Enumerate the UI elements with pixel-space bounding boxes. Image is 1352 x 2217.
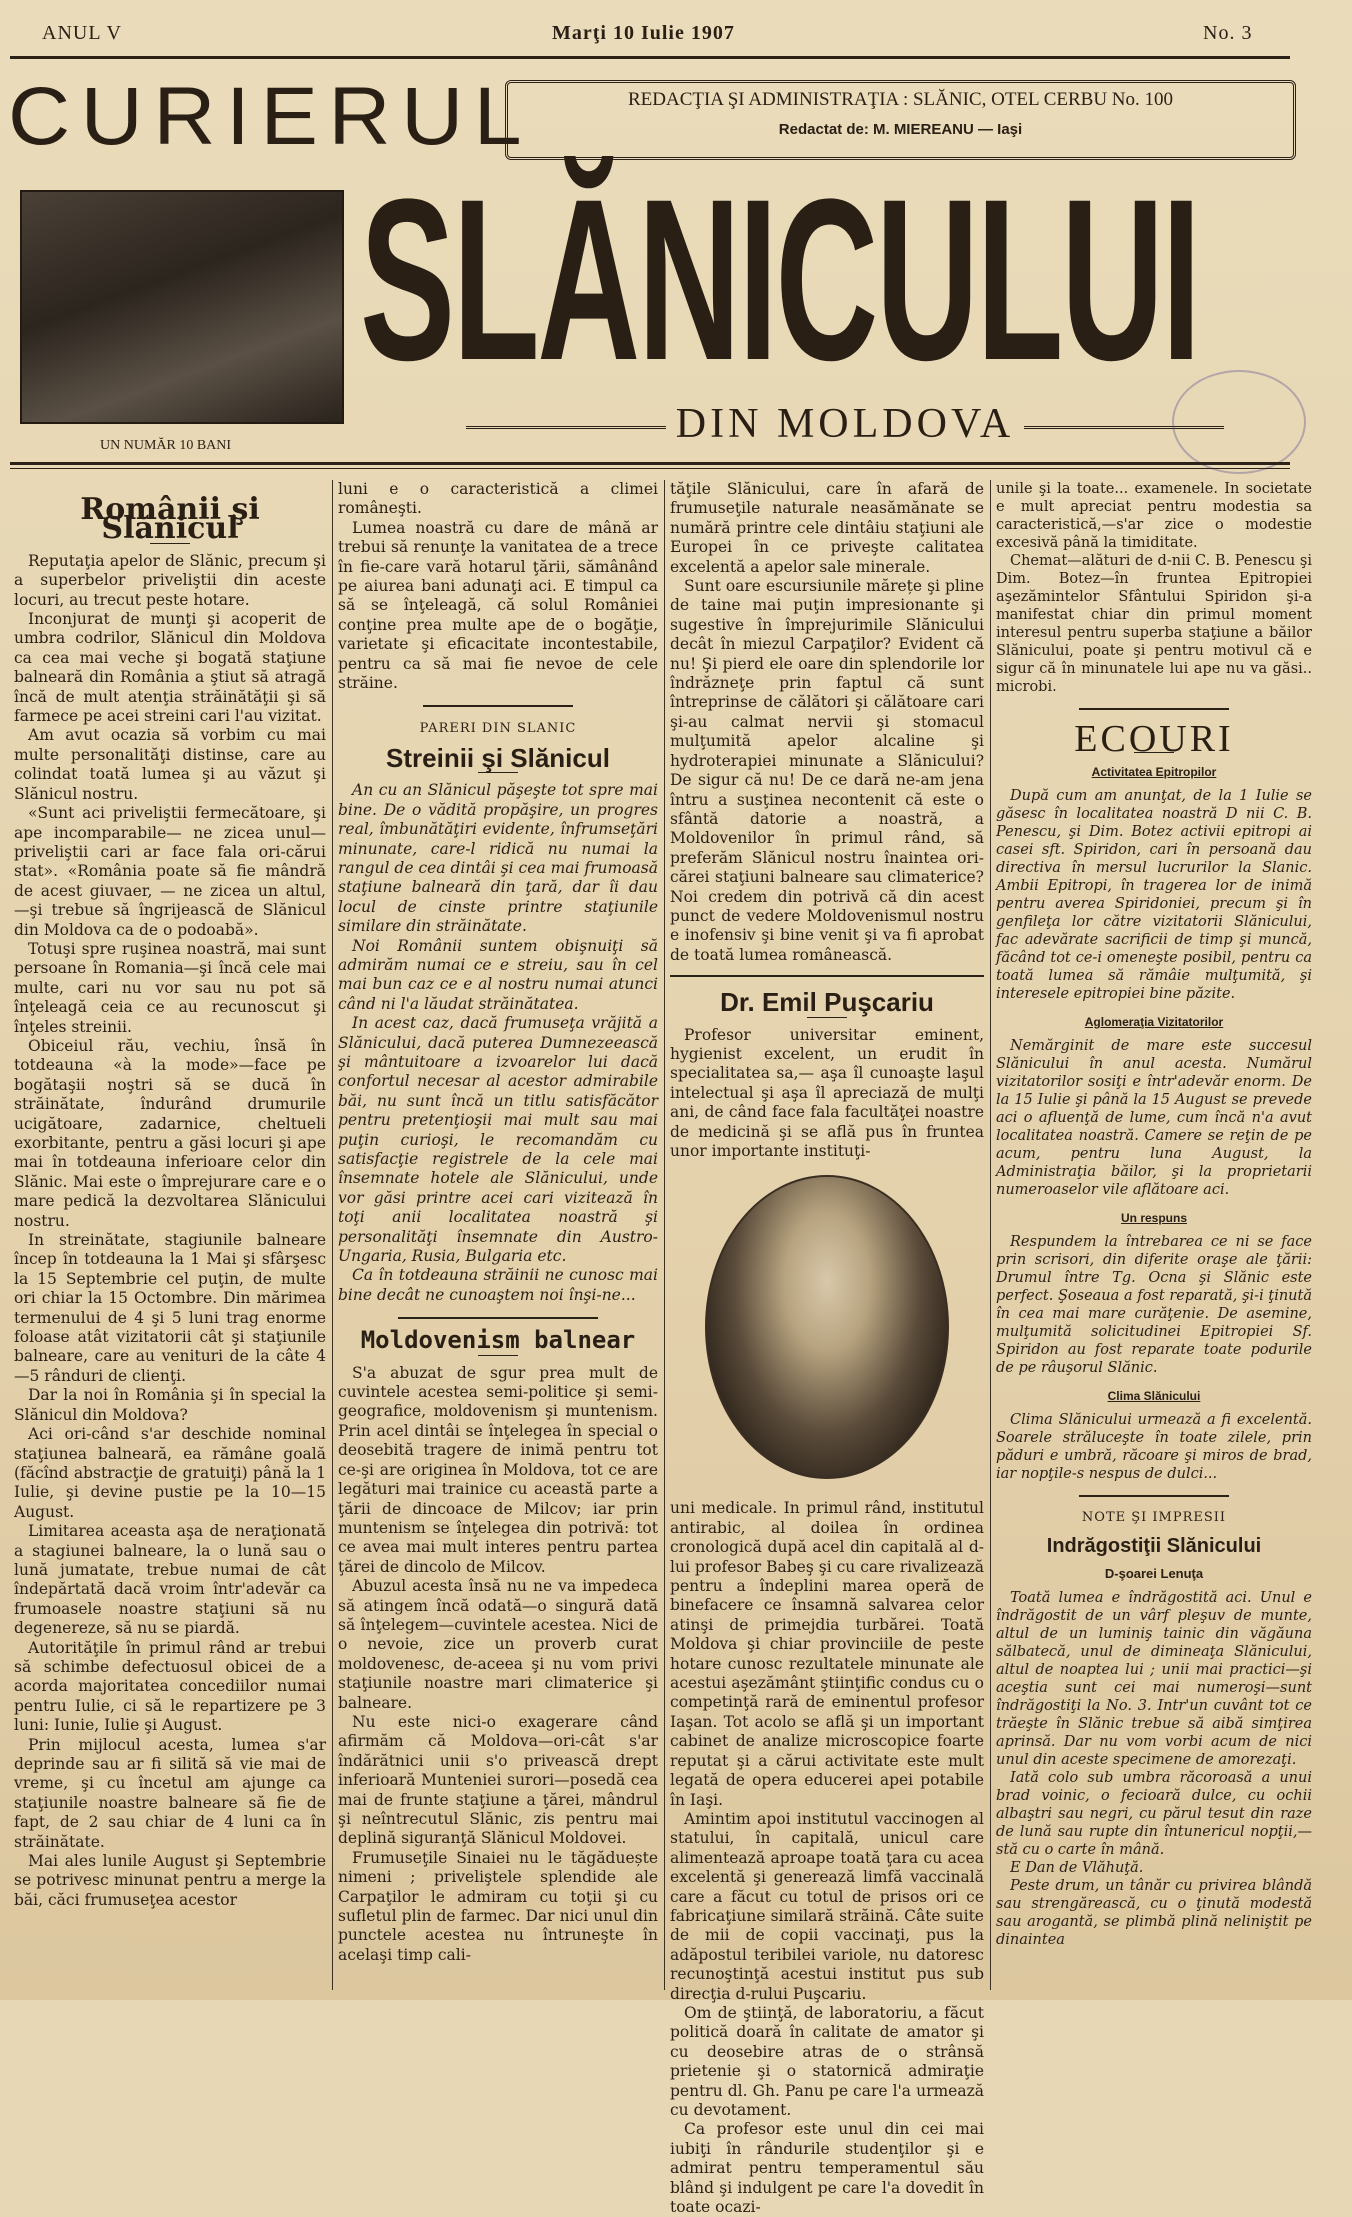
- paragraph: Noi Românii suntem obişnuiţi să admirăm numai ce e streiu, sau în cel mai bun caz ce e al nostru numai atunci când ni l'a lăudat străinătatea.: [338, 936, 658, 1013]
- paragraph: S'a abuzat de sgur prea mult de cuvintele acestea semi-politice şi semi-geografice, moldovenism şi muntenism. Prin acel dintâi se înţelegea în special o deosebită tragere de inimă pentru tot ce-şi are originea în Moldova, tot ce are legături mai trainice cu această parte a ţării de dincoace de Milcov; iar prin muntenism se înţelegea din potrivă: tot ce avea mai mult interes pentru partea ţărei de dincolo de Milcov.: [338, 1363, 658, 1576]
- portrait-photo: [705, 1175, 949, 1479]
- paragraph: Totuşi spre ruşinea noastră, mai sunt persoane în Romania—şi încă cele mai multe, cari nu vor sau nu pot să înţeleagă ceia ce au recunoscut şi înţeles streinii.: [14, 939, 326, 1036]
- paragraph: Nemărginit de mare este succesul Slănicului în anul acesta. Numărul vizitatorilor sosiţi e într'adevăr enorm. De la 15 Iulie şi până la 15 August se prevede aci o afluenţă de lume, cum încă n'a avut localitatea noastră. Camere se reţin de pe acum, pentru luna August, la Administraţia băilor, şi la proprietarii numeroaselor vile aflătoare aci.: [996, 1038, 1312, 1198]
- paragraph: Iată colo sub umbra răcoroasă a unui brad voinic, o fecioară dulce, cu ochii albaştri sau negri, cu părul tesut din raze de lună sau rupte din întunericul nopţii,—stă cu o carte în mână.: [996, 1770, 1312, 1858]
- paragraph: Limitarea aceasta aşa de neraţionată a stagiunei balneare, la o lună sau o lună jumatate, trebue numai de cât îndepărtată dacă vroim într'adevăr ca frumoasele noastre staţiuni să nu degenereze, să nu se piardă.: [14, 1522, 326, 1638]
- paragraph: In streinătate, stagiunile balneare încep în totdeauna la 1 Mai şi sfârşesc la 15 Septembrie cel puţin, de multe ori chiar la 15 Octombre. Din mărimea termenului de 4 şi 5 luni trag enorme foloase atât vizitatorii cât şi staţiunile balneare, care au venituri de la câte 4—5 rânduri de clienţi.: [14, 1231, 326, 1385]
- paragraph: După cum am anunţat, de la 1 Iulie se găsesc în localitatea noastră D nii C. B. Penescu, şi Dim. Botez activii epitropi ai casei sft. Spiridon, cari în persoană dau directiva în mersul lucrurilor la Slanic. Ambii Epitropi, în tragerea lor de inimă pentru averea Spiridoniei, precum şi în genfileţa lor către vizitatorii Slănicului, fac adevărate sacrificii de timp şi muncă, făcând tot ce-i omeneşte posibil, pentru ca toată lumea să rămâie mulţumită, şi interesele epitropiei bine păzite.: [996, 788, 1312, 1002]
- paragraph: Sunt oare escursiunile mărețe şi pline de taine mai puţin impresionante şi sugestive în împrejurimile Slănicului decât în miezul Carpaţilor? Evident că nu! Şi pierd ele oare din splendorile lor îndrăzneţe prin faptul că sunt întreprinse de călători şi călătoare cari şi-au calmat nervii şi stomacul mulţumită apelor alcaline şi hydroterapiei minunate a Slănicului? De sigur că nu! De ce dară ne-am jena întru a susţinea necontenit că este o sfântă datorie a noastră, a Moldovenilor în primul rând, să preferăm Slănicul nostru înaintea ori-cărei staţiuni balneare sau climaterice? Noi credem din potrivă că din acest punct de vedere Moldovenismul nostru e inofensiv şi bine venit şi va fi aprobat de toată lumea românească.: [670, 577, 984, 964]
- column-rule: [990, 480, 991, 1990]
- paragraph: In acest caz, dacă frumuseţa vrăjită a Slănicului, dacă puterea Dumnezeească şi mântuitoare a izvoarelor lui dacă confortul necesar al acestor admirabile băi, nu sunt încă un titlu satisfăcător pentru pretenţioşii mai mult sau mai puţin curioşi, le recomandăm cu satisfacţie registrele de la cele mai însemnate hotele ale Slănicului, unde vor găsi printre acei cari vizitează în toţi anii localitatea noastră şi personalităţi însemnate din Austro-Ungaria, Rusia, Bulgaria etc.: [338, 1014, 658, 1266]
- column-rule: [332, 480, 333, 1990]
- paragraph: Prin mijlocul acesta, lumea s'ar deprinde sau ar fi silită să vie mai de vreme, şi cu încetul am ajunge ca staţiunile noastre balneare să fie de fapt, de 2 sau chiar de 4 luni ca în străinătate.: [14, 1735, 326, 1851]
- paragraph: Reputaţia apelor de Slănic, precum şi a superbelor priveliştii din aceste locuri, au trecut peste hotare.: [14, 551, 326, 609]
- paragraph: E Dan de Vlăhuţă.: [1010, 1860, 1144, 1876]
- subheading: Activitatea Epitropilor: [1091, 765, 1217, 779]
- byline: D-şoarei Lenuţa: [1104, 1566, 1204, 1581]
- article-title: Streinii şi Slănicul: [386, 742, 610, 773]
- article-title: Indrăgostiţii Slănicului: [1046, 1535, 1262, 1557]
- paragraph: Respundem la întrebarea ce ni se face prin scrisori, din diferite oraşe ale ţării: Drumul între Tg. Ocna şi Slănic este perfect. Şoseaua a fost reparată, şi-i ţinută în cea mai mare curăţenie. De asemine, mulţumită solicitudinei Epitropiei Sf. Spiridon au fost reparate toate podurile de pe râuşorul Slănic.: [996, 1234, 1312, 1376]
- masthead-rule: [10, 462, 1290, 465]
- paragraph: Obiceiul rău, vechiu, însă în totdeauna «à la mode»—face pe bogătaşii noştri să se ducă în străinătate, îndurând drumurile ucigătoare, zadarnice, cheltueli exorbitante, pentru a găsi locuri şi ape mai în totdeauna inferioare celor din Slănic. Mai este o împrejurare care e o mare pedică la dezvoltarea Slănicului nostru.: [14, 1036, 326, 1230]
- subheading: Aglomeraţia Vizitatorilor: [1084, 1015, 1224, 1029]
- paragraph: Abuzul acesta însă nu ne va impedeca să atingem încă odată—o singură dată să înţelegem—cuvintele acestea. Nici de o nevoie, zice un proverb curat moldovenesc, de-aceea şi nu vom privi staţiunile noastre mari climaterice şi balneare.: [338, 1577, 658, 1712]
- issue-date: Marţi 10 Iulie 1907: [552, 22, 735, 44]
- paragraph: uni medicale. In primul rând, institutul antirabic, al doilea în ordinea cronologică după acel din capitală al d-lui profesor Babeş şi cu care rivalizează pentru a îndeplini marea operă de binefacere ce însamnă salvarea celor atinşi de primejdia turbărei. Toată Moldova şi chiar provinciile de peste hotare cunosc rezultatele minunate ale acestui aşezământ ştiinţific condus cu o competinţă rară de eminentul profesor Iaşan. Tot acolo se află şi un important cabinet de analize microscopice foarte reputat şi a cărui activitate este mult legată de opera educerei apei potabile în Iaşi.: [670, 1499, 984, 1809]
- title-din-moldova: [400, 400, 1290, 448]
- paragraph: Dar la noi în România şi în special la Slănicul din Moldova?: [14, 1386, 326, 1424]
- paragraph: Ca profesor este unul din cei mai iubiţi în rândurile studenţilor şi e admirat pentru temperamentul său blând şi indulgent pe care l'a dovedit în toate ocazi-: [670, 2120, 984, 2217]
- paragraph: luni e o caracteristică a climei româneşti.: [338, 480, 658, 518]
- article-title: Dr. Emil Puşcariu: [720, 987, 934, 1018]
- paragraph: Am avut ocazia să vorbim cu mai multe personalităţi distinse, care au colindat toată lumea şi au văzut şi Slănicul nostru.: [14, 726, 326, 803]
- column-4: [996, 480, 1312, 1990]
- paragraph: Frumuseţile Sinaiei nu le tăgăduește nimeni ; priveliştele splendide ale Carpaţilor le admiram cu toţii şi cu sufletul plin de farmec. Dar nici unul din punctele acestea nu întruneşte în acelaşi timp cali-: [338, 1848, 658, 1964]
- paragraph: tăţile Slănicului, care în afară de frumuseţile naturale neasămănate se numără printre cele dintâiu staţiuni ale Europei în ce priveşte calitatea excelentă a apelor sale minerale.: [670, 480, 984, 576]
- landscape-photo: [20, 190, 344, 424]
- paragraph: Mai ales lunile August şi Septembrie se potrivesc minunat pentru a merge la băi, căci frumuseţea acestor: [14, 1852, 326, 1909]
- column-2: [338, 480, 658, 1990]
- paragraph: Autorităţile în primul rând ar trebui să schimbe defectuosul obicei de a acorda majoritatea concediilor numai pentru Iulie, ci să le repartizere pe 3 luni: Iunie, Iulie şi August.: [14, 1638, 326, 1735]
- price: UN NUMĂR 10 BANI: [100, 438, 232, 453]
- column-1: [14, 480, 326, 1990]
- title-curierul: CURIERUL: [8, 71, 533, 162]
- article-title: Moldovenism balnear: [360, 1326, 636, 1355]
- paragraph: Profesor universitar eminent, hygienist excelent, un erudit în specialitatea sa,— aşa îl cunoaşte laşul intelectual şi aşa îl apreciază de mulţi ani, de când face fala facultăţei noastre de medicină şi se află pus în fruntea unor importante instituţi-: [670, 1025, 984, 1160]
- section-heading: NOTE ŞI IMPRESII: [1081, 1510, 1227, 1525]
- paragraph: Ca în totdeauna străinii ne cunosc mai bine decât ne cunoaştem noi înşi-ne...: [338, 1266, 658, 1304]
- paragraph: Peste drum, un tânăr cu privirea blândă sau strengărească, cu o ţinută modestă sau arogantă, se plimbă plină neliniştit pe dinaintea: [996, 1878, 1312, 1948]
- subheading: Un respuns: [1120, 1211, 1187, 1225]
- paragraph: Lumea noastră cu dare de mână ar trebui să renunţe la vanitatea de a trece în fie-care vară hotarul ţării, sămânând pe aiurea bani adunaţi aci. E timpul ca să se înţeleagă, că solul României conţine prea multe ape de o bogăţie, varietate şi eficacitate incontestabile, pentru ca să mai fie nevoe de cele străine.: [338, 518, 658, 693]
- issue-number: No. 3: [1203, 22, 1253, 44]
- library-stamp: [1172, 370, 1306, 474]
- masthead-rule-thin: [10, 468, 1290, 469]
- paragraph: Inconjurat de munţi şi acoperit de umbra codrilor, Slănicul din Moldova ca cea mai veche şi bogată staţiune balneară din România a ştiut să atragă încă de mult atenţia străinătăţii şi să farmece pe acei streini cari l'au vizitat.: [14, 610, 326, 726]
- section-ecouri: ECOURI: [1074, 718, 1234, 760]
- article-title: Românii şi Slănicul: [80, 492, 260, 547]
- column-rule: [664, 480, 665, 1990]
- section-heading: PARERI DIN SLANIC: [419, 721, 577, 737]
- paragraph: Aci ori-când s'ar deschide nominal staţiunea balneară, ea rămâne goală (făcînd abstracţie de gratuiţi) până la 1 Iulie, şi devine pustie pe la 10—15 August.: [14, 1425, 326, 1521]
- admin-address: REDACŢIA ŞI ADMINISTRAŢIA : SLĂNIC, OTEL CERBU No. 100: [627, 89, 1174, 110]
- paragraph: Clima Slănicului urmează a fi excelentă. Soarele străluceşte în toate zilele, prin păduri e umbră, răcoare şi miros de brad, iar nopţile-s nespus de dulci...: [996, 1412, 1312, 1482]
- admin-box: [505, 80, 1296, 160]
- top-rule: [10, 56, 1290, 59]
- paragraph: unile şi la toate... examenele. In societate e mult apreciat pentru modestia sa caracteristică,—s'ar zice o modestie excesivă până la timiditate.: [996, 481, 1312, 551]
- editor-line: Redactat de: M. MIEREANU — Iaşi: [778, 121, 1023, 138]
- column-3: [670, 480, 984, 2217]
- paragraph: An cu an Slănicul păşeşte tot spre mai bine. De o vădită propăşire, un progres real, îmbunătăţiri evidente, înfrumseţări minunate, care-l ridică nu numai la rangul de cea dintâi şi cea mai frumoasă staţiune balneară din ţară, dar îi dau locul de cinste printre staţiunile similare din străinătate.: [338, 781, 658, 936]
- paragraph: Nu este nici-o exagerare când afirmăm că Moldova—ori-cât s'ar îndărătnici unii s'o privească drept inferioară Munteniei surori—posedă cea mai de frunte staţiune a ţărei, mândrul şi neîntrecutul Slănic, zis pentru mai deplină siguranţă Slănicul Moldovei.: [338, 1712, 658, 1848]
- paragraph: «Sunt aci priveliştii fermecătoare, şi ape incomparabile— ne zicea unul— priveliştii cari ar face fala ori-cărui stat». «România poate să fie mândră de acest giuvaer, — ne zicea un altul, —şi trebue să îngrijească de Slănicul din Moldova ca de o podoabă».: [14, 804, 326, 939]
- title-slanicului: SLĂNICULUI: [360, 151, 1199, 408]
- din-moldova-text: DIN MOLDOVA: [675, 401, 1015, 447]
- year: ANUL V: [42, 22, 122, 44]
- paragraph: Amintim apoi institutul vaccinogen al statului, în capitală, unicul care alimentează aproape toată ţara cu acea excelentă şi generează limfă vaccinală care a făcut cu totul de prisos ori ce fabricaţiune similară străină. Câte suite de mii de copii vaccinaţi, pus la adăpostul teribilei variole, nu datoresc recunoştinţă acestui institut pus sub direcţia d-rului Puşcariu.: [670, 1809, 984, 2003]
- subheading: Clima Slănicului: [1107, 1389, 1201, 1403]
- paragraph: Toată lumea e îndrăgostită aci. Unul e îndrăgostit de un vârf pleşuv de munte, altul de un luminiş tainic din văgăuna sălbatecă, unul de dimineaţa Slănicului, altul de noaptea lui ; unii mai practici—şi aceştia sunt cei mai numeroşi—sunt îndrăgostiţi la No. 3. Intr'un cuvânt tot ce trăeşte în Slănic trebue să aibă simţirea aprinsă. Dar nu vom vorbi acum de nici unul din aceste specimene de amorezaţi.: [996, 1590, 1312, 1768]
- paragraph: Om de ştiinţă, de laboratoriu, a făcut politică doară în calitate de amator şi cu deosebire atras de o strânsă prietenie şi o statornică admiraţie pentru dl. Gh. Panu pe care l'a urmează cu devotament.: [670, 2003, 984, 2119]
- paragraph: Chemat—alături de d-nii C. B. Penescu şi Dim. Botez—în fruntea Epitropiei aşezămintelor Sfântului Spiridon şi-a manifestat chiar din primul moment interesul pentru superba staţiune a băilor Slănicului, poate şi pentru motivul că e sigur că în minunatele lui ape nu va găsi.. microbi.: [996, 553, 1312, 695]
